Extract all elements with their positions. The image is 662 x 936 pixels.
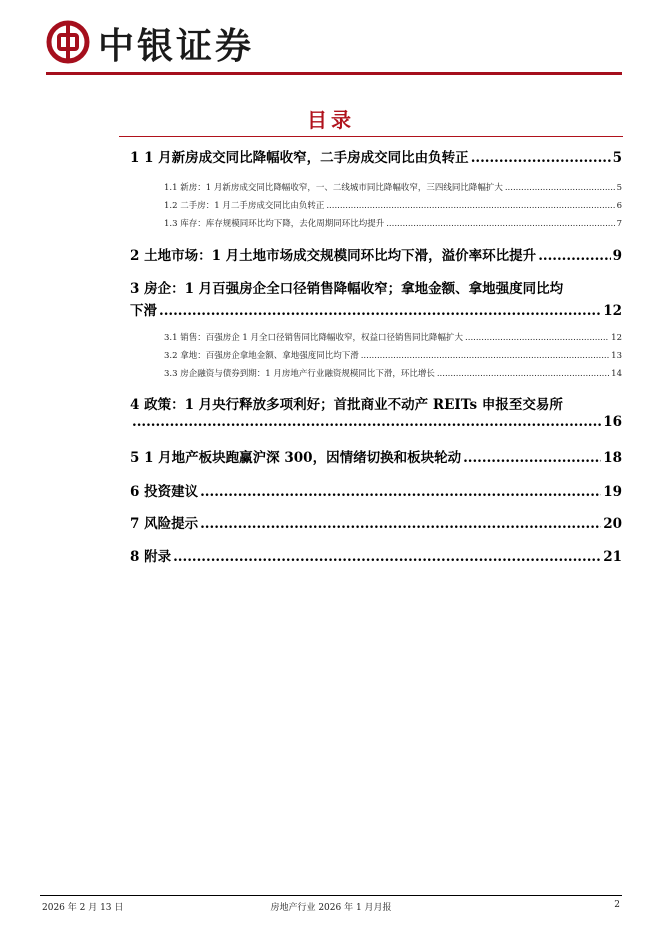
footer-date: 2026 年 2 月 13 日 <box>42 903 124 913</box>
header-divider <box>46 72 622 75</box>
toc-leader-dots <box>471 150 611 166</box>
toc-entry-text: 5 1 月地产板块跑赢沪深 300，因情绪切换和板块轮动 <box>130 450 462 466</box>
toc-entry-page: 20 <box>603 516 622 532</box>
toc-entry-text: 下滑 <box>130 303 157 319</box>
toc-entry-text: 1.2 二手房：1 月二手房成交同比由负转正 <box>164 201 325 211</box>
toc-leader-dots <box>386 219 614 229</box>
toc-entry-page: 16 <box>603 414 622 430</box>
toc-entry-8[interactable] <box>130 545 622 565</box>
toc-entry-page: 5 <box>612 150 622 166</box>
toc-entry-page: 12 <box>611 333 622 343</box>
page-header <box>46 20 622 80</box>
toc-entry-text: 1.3 库存：库存规模同环比均下降，去化周期同环比均提升 <box>164 219 385 229</box>
footer-divider <box>40 895 622 896</box>
toc-leader-dots <box>132 414 601 430</box>
toc-entry-text: 7 风险提示 <box>130 516 199 532</box>
toc-entry-page: 9 <box>612 248 622 264</box>
toc-title-divider <box>119 136 623 137</box>
toc-entry-3-2[interactable] <box>164 349 622 361</box>
toc-entry-6[interactable] <box>130 480 622 500</box>
toc-leader-dots <box>173 549 601 565</box>
toc-entry-2[interactable] <box>130 244 622 264</box>
toc-leader-dots <box>159 303 601 319</box>
toc-leader-dots <box>465 333 609 343</box>
toc-entry-1-1[interactable] <box>164 181 622 193</box>
toc-leader-dots <box>200 484 601 500</box>
toc-entry-text: 3.1 销售：百强房企 1 月全口径销售同比降幅收窄，权益口径销售同比降幅扩大 <box>164 333 464 343</box>
toc-entry-5[interactable] <box>130 446 622 466</box>
footer-report-title: 房地产行业 2026 年 1 月月报 <box>270 903 392 913</box>
toc-entry-3-3[interactable] <box>164 367 622 379</box>
toc-title: 目录 <box>307 108 355 132</box>
toc-leader-dots <box>538 248 610 264</box>
toc-entry-page: 18 <box>603 450 622 466</box>
toc-entry-1-3[interactable] <box>164 217 622 229</box>
footer-page-number: 2 <box>614 900 620 910</box>
toc-entry-text: 8 附录 <box>130 549 172 565</box>
toc-entry-1[interactable] <box>130 146 622 166</box>
toc-leader-dots <box>505 183 615 193</box>
toc-leader-dots <box>361 351 609 361</box>
toc-entry-page: 19 <box>603 484 622 500</box>
toc-entry-page: 21 <box>603 549 622 565</box>
toc-entry-page: 5 <box>616 183 622 193</box>
toc-entry-page: 12 <box>603 303 622 319</box>
company-name: 中银证券 <box>98 26 255 67</box>
toc-leader-dots <box>326 201 614 211</box>
toc-entry-3-1[interactable] <box>164 331 622 343</box>
toc-entry-4[interactable] <box>130 414 622 430</box>
toc-entry-page: 13 <box>611 351 622 361</box>
toc-entry-text: 3.3 房企融资与债券到期：1 月房地产行业融资规模同比下滑，环比增长 <box>164 369 435 379</box>
toc-entry-text: 3.2 拿地：百强房企拿地金额、拿地强度同比均下滑 <box>164 351 359 361</box>
toc-entry-text: 1 1 月新房成交同比降幅收窄，二手房成交同比由负转正 <box>130 150 469 166</box>
toc-entry-text: 1.1 新房：1 月新房成交同比降幅收窄，一、二线城市同比降幅收窄，三四线同比降幅扩大 <box>164 183 503 193</box>
toc-leader-dots <box>463 450 601 466</box>
toc-entry-page: 7 <box>616 219 622 229</box>
toc-entry-4-line1[interactable]: 4 政策：1 月央行释放多项利好；首批商业不动产 REITs 申报至交易所 <box>130 397 563 413</box>
toc-entry-3-line1[interactable]: 3 房企：1 月百强房企全口径销售降幅收窄；拿地金额、拿地强度同比均 <box>130 281 564 297</box>
toc-entry-1-2[interactable] <box>164 199 622 211</box>
toc-entry-3[interactable] <box>130 299 622 319</box>
toc-entry-text: 6 投资建议 <box>130 484 199 500</box>
toc-entry-7[interactable] <box>130 512 622 532</box>
toc-entry-page: 6 <box>616 201 622 211</box>
toc-entry-page: 14 <box>611 369 622 379</box>
toc-entry-text: 2 土地市场：1 月土地市场成交规模同环比均下滑，溢价率环比提升 <box>130 248 537 264</box>
toc-leader-dots <box>437 369 609 379</box>
toc-leader-dots <box>200 516 601 532</box>
bank-of-china-logo-icon <box>46 20 90 64</box>
